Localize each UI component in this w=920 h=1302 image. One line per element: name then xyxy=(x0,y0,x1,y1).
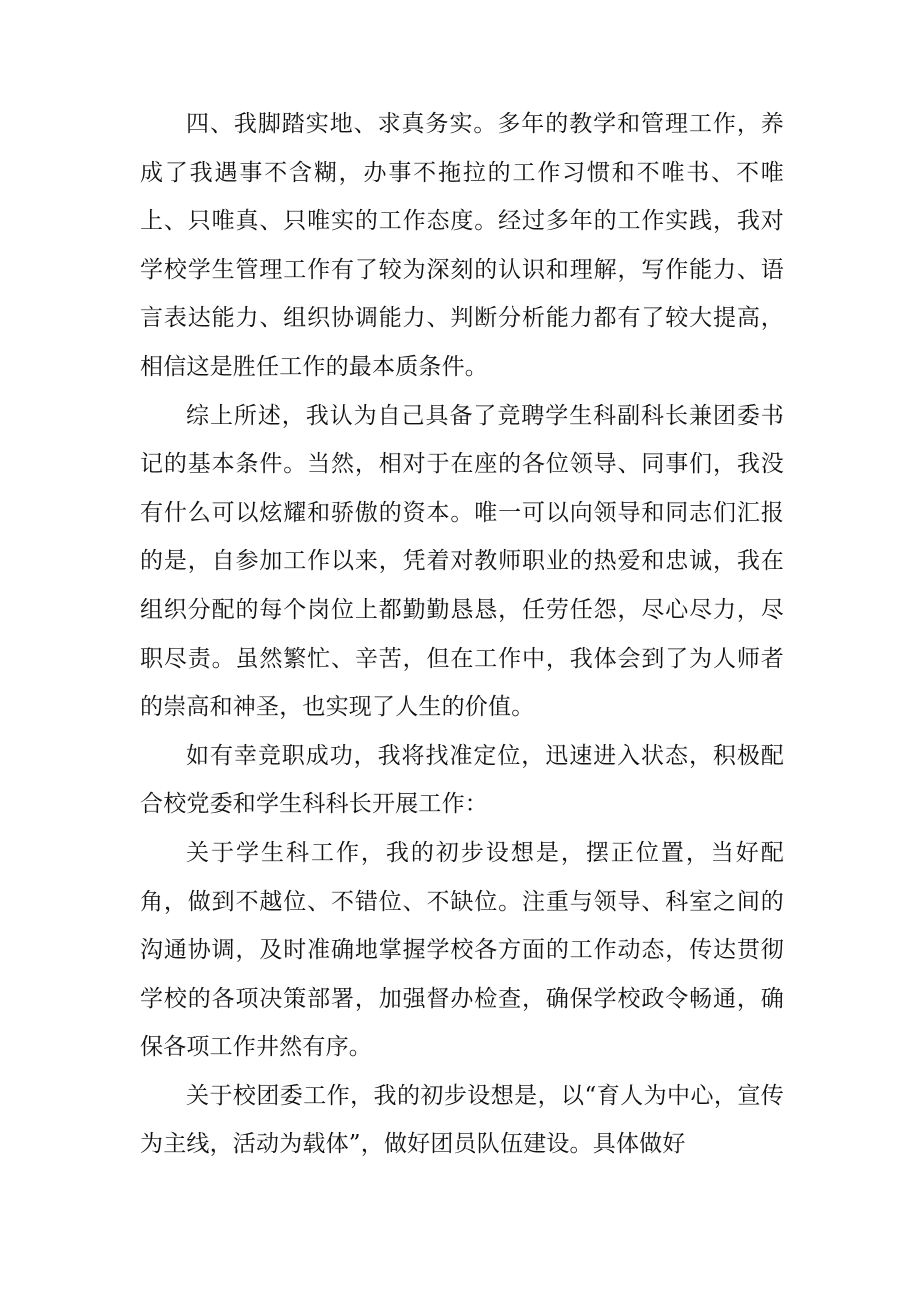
document-page xyxy=(140,100,784,1169)
paragraph-youth-league: 关于校团委工作，我的初步设想是，以“育人为中心，宣传为主线，活动为载体”，做好团员队伍建设。具体做好 xyxy=(140,1082,784,1158)
paragraph-student-affairs: 关于学生科工作，我的初步设想是，摆正位置，当好配角，做到不越位、不错位、不缺位。注重与领导、科室之间的沟通协调，及时准确地掌握学校各方面的工作动态，传达贯彻学校的各项决策部署，加强督办检查，确保学校政令畅通，确保各项工作井然有序。 xyxy=(140,839,784,1061)
paragraph-qualities: 四、我脚踏实地、求真务实。多年的教学和管理工作，养成了我遇事不含糊，办事不拖拉的工作习惯和不唯书、不唯上、只唯真、只唯实的工作态度。经过多年的工作实践，我对学校学生管理工作有了较为深刻的认识和理解，写作能力、语言表达能力、组织协调能力、判断分析能力都有了较大提高，相信这是胜任工作的最本质条件。 xyxy=(140,111,784,380)
paragraph-plan-intro: 如有幸竞职成功，我将找准定位，迅速进入状态，积极配合校党委和学生科科长开展工作： xyxy=(140,742,784,818)
paragraph-summary: 综上所述，我认为自己具备了竞聘学生科副科长兼团委书记的基本条件。当然，相对于在座的各位领导、同事们，我没有什么可以炫耀和骄傲的资本。唯一可以向领导和同志们汇报的是，自参加工作以来，凭着对教师职业的热爱和忠诚，我在组织分配的每个岗位上都勤勤恳恳，任劳任怨，尽心尽力，尽职尽责。虽然繁忙、辛苦，但在工作中，我体会到了为人师者的崇高和神圣，也实现了人生的价值。 xyxy=(140,402,784,721)
